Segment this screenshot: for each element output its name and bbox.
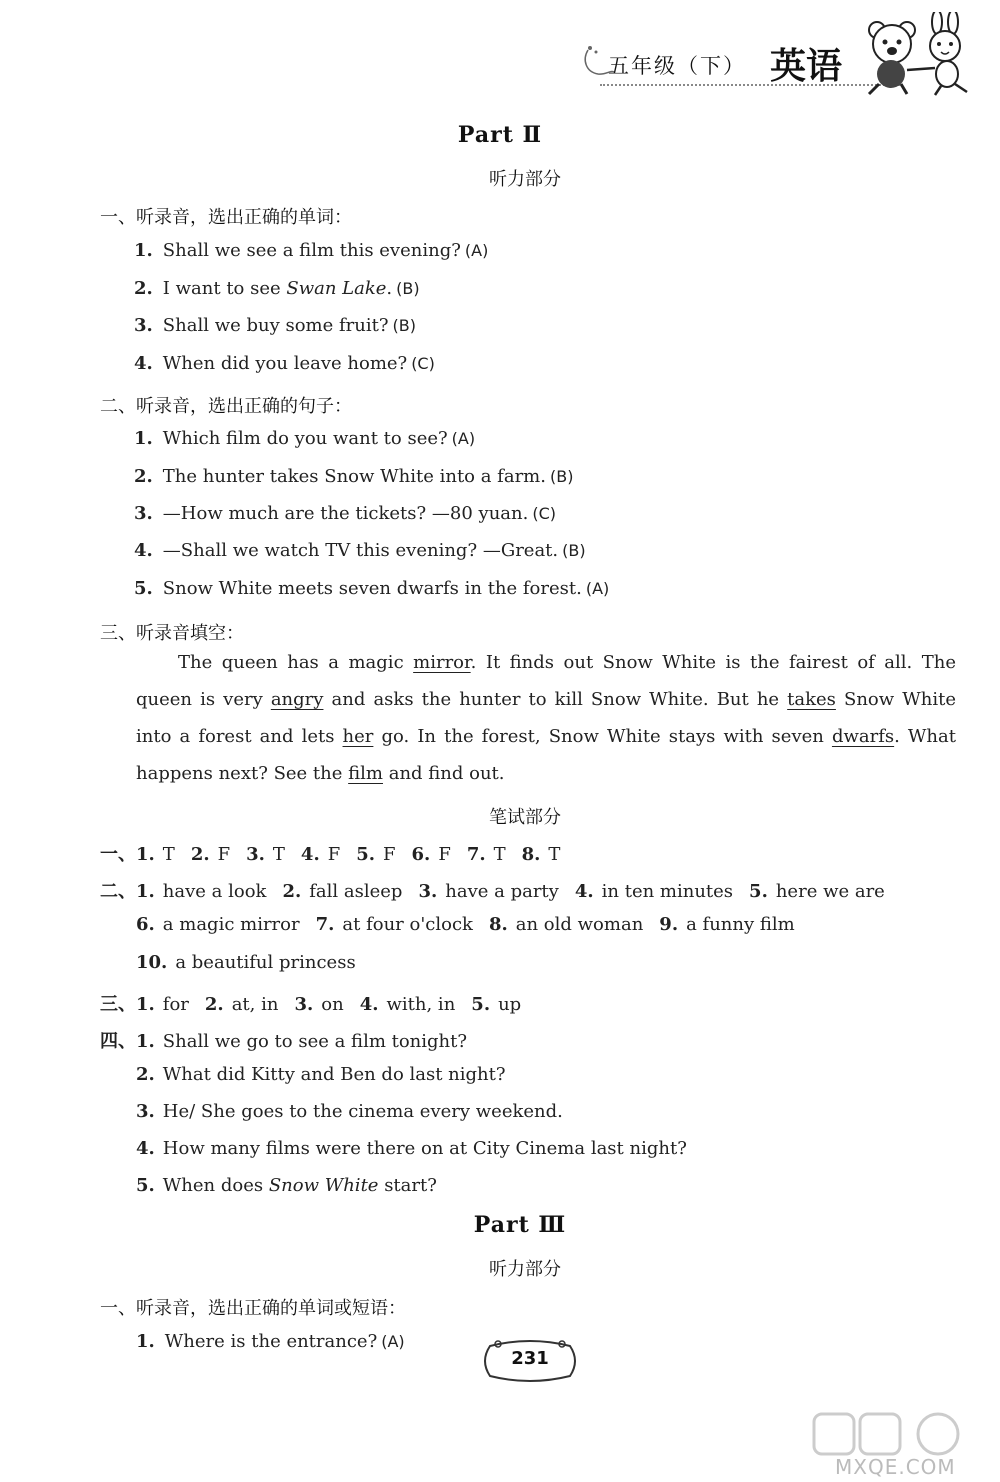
fill-in-paragraph: The queen has a magic mirror. It finds out Snow White is the fairest of all. The queen is very angry and asks the hunter to kill Snow White. But he takes Snow White into a forest and lets her go. In the forest, Snow White stays with seven dwarfs. What happens next? See the film and find out. (136, 652, 957, 784)
part-2-listening-title: 听力部分 (489, 169, 561, 190)
written-section-3: 三、1. for 2. at, in 3. on 4. with, in 5. up (100, 994, 522, 1015)
written-section-2-cont: 10. a beautiful princess (136, 952, 356, 973)
part-2-written-title: 笔试部分 (489, 807, 561, 828)
bear-and-rabbit-illustration-icon (855, 12, 985, 97)
part-3-section-1-title: 一、听录音，选出正确的单词或短语： (100, 1298, 406, 1319)
list-item: 4. How many films were there on at City Cinema last night? (136, 1138, 687, 1159)
list-item: 5. When does Snow White start? (136, 1175, 437, 1196)
page-number: 231 (511, 1348, 549, 1369)
filled-blank: her (342, 726, 374, 747)
list-item: 2. I want to see Swan Lake. (B) (134, 278, 420, 299)
written-section-1: 一、1. T 2. F 3. T 4. F 5. F 6. F 7. T 8. T (100, 844, 561, 865)
part-2-title: Part Ⅱ (457, 122, 543, 148)
part-3-listening-title: 听力部分 (489, 1259, 561, 1280)
list-item: 4. —Shall we watch TV this evening? —Great. (B) (134, 540, 586, 561)
section-2-title: 二、听录音，选出正确的句子： (100, 396, 352, 417)
filled-blank: dwarfs (831, 726, 895, 747)
watermark-text: MXQE.COM (835, 1455, 956, 1479)
list-item: 3. —How much are the tickets? —80 yuan. (C) (134, 503, 556, 524)
written-section-2: 二、1. have a look 2. fall asleep 3. have a party 4. in ten minutes 5. here we are (100, 881, 885, 902)
written-section-4: 四、1. Shall we go to see a film tonight? (100, 1031, 468, 1052)
section-3-title: 三、听录音填空： (100, 623, 244, 644)
list-item: 4. When did you leave home? (C) (134, 353, 435, 374)
filled-blank: angry (270, 689, 324, 710)
list-item: 2. The hunter takes Snow White into a farm. (B) (134, 466, 574, 487)
filled-blank: film (348, 763, 383, 784)
list-item: 1. Where is the entrance? (A) (136, 1331, 405, 1352)
section-1-title: 一、听录音，选出正确的单词： (100, 207, 352, 228)
list-item: 1. Shall we see a film this evening? (A) (134, 240, 489, 261)
written-section-2-cont: 6. a magic mirror 7. at four o'clock 8. an old woman 9. a funny film (136, 914, 795, 935)
filled-blank: mirror (413, 652, 471, 673)
list-item: 1. Which film do you want to see? (A) (134, 428, 476, 449)
list-item: 3. Shall we buy some fruit? (B) (134, 315, 416, 336)
filled-blank: takes (787, 689, 836, 710)
header-subject: 英语 (770, 46, 843, 87)
list-item: 3. He/ She goes to the cinema every weekend. (136, 1101, 563, 1122)
header-grade: 五年级（下） (608, 54, 746, 78)
list-item: 5. Snow White meets seven dwarfs in the forest. (A) (134, 578, 610, 599)
part-3-title: Part Ⅲ (473, 1212, 567, 1238)
list-item: 2. What did Kitty and Ben do last night? (136, 1064, 506, 1085)
